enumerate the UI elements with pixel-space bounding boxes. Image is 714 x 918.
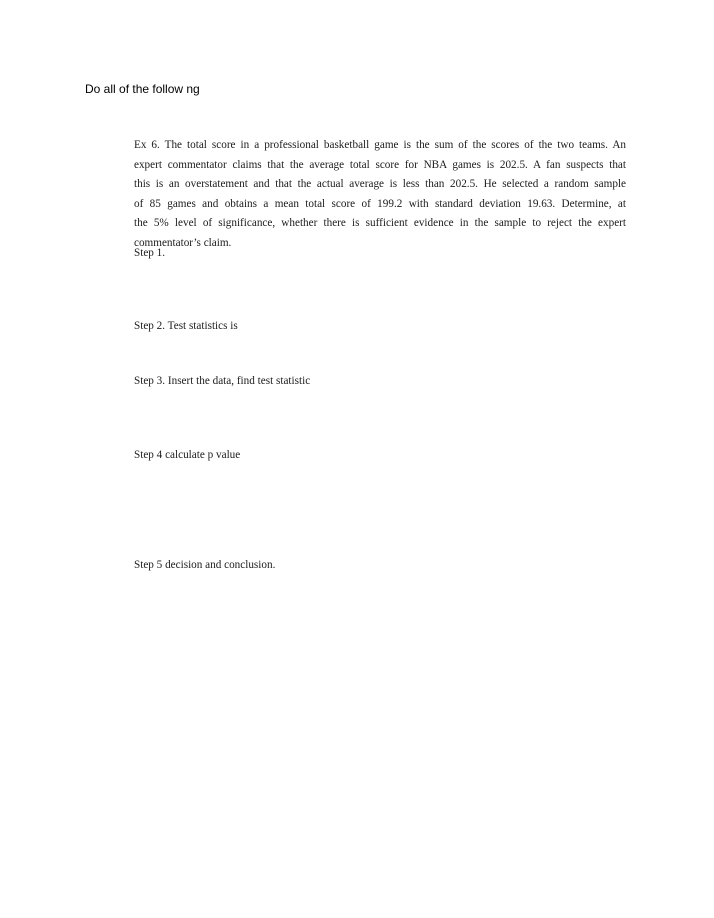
- problem-line: this is an overstatement and that the actual average is less than 202.5. He selected a random sample: [134, 178, 626, 190]
- problem-line: expert commentator claims that the average total score for NBA games is 202.5. A fan suspects that: [134, 158, 626, 171]
- problem-line: commentator’s claim.: [134, 236, 232, 249]
- problem-line: of 85 games and obtains a mean total score of 199.2 with standard deviation 19.63. Determine, at: [134, 197, 626, 210]
- problem-statement: [134, 136, 626, 253]
- step-2-label: Step 2. Test statistics is: [134, 320, 238, 332]
- step-1-label: Step 1.: [134, 247, 166, 259]
- instruction-heading: Do all of the follow ng: [85, 82, 200, 96]
- step-4-label: Step 4 calculate p value: [134, 449, 241, 461]
- problem-line: the 5% level of significance, whether there is sufficient evidence in the sample to reject the expert: [134, 217, 626, 229]
- step-3-label: Step 3. Insert the data, find test statistic: [134, 375, 311, 387]
- problem-line: Ex 6. The total score in a professional basketball game is the sum of the scores of the two teams. An: [134, 139, 626, 151]
- step-5-label: Step 5 decision and conclusion.: [134, 559, 276, 571]
